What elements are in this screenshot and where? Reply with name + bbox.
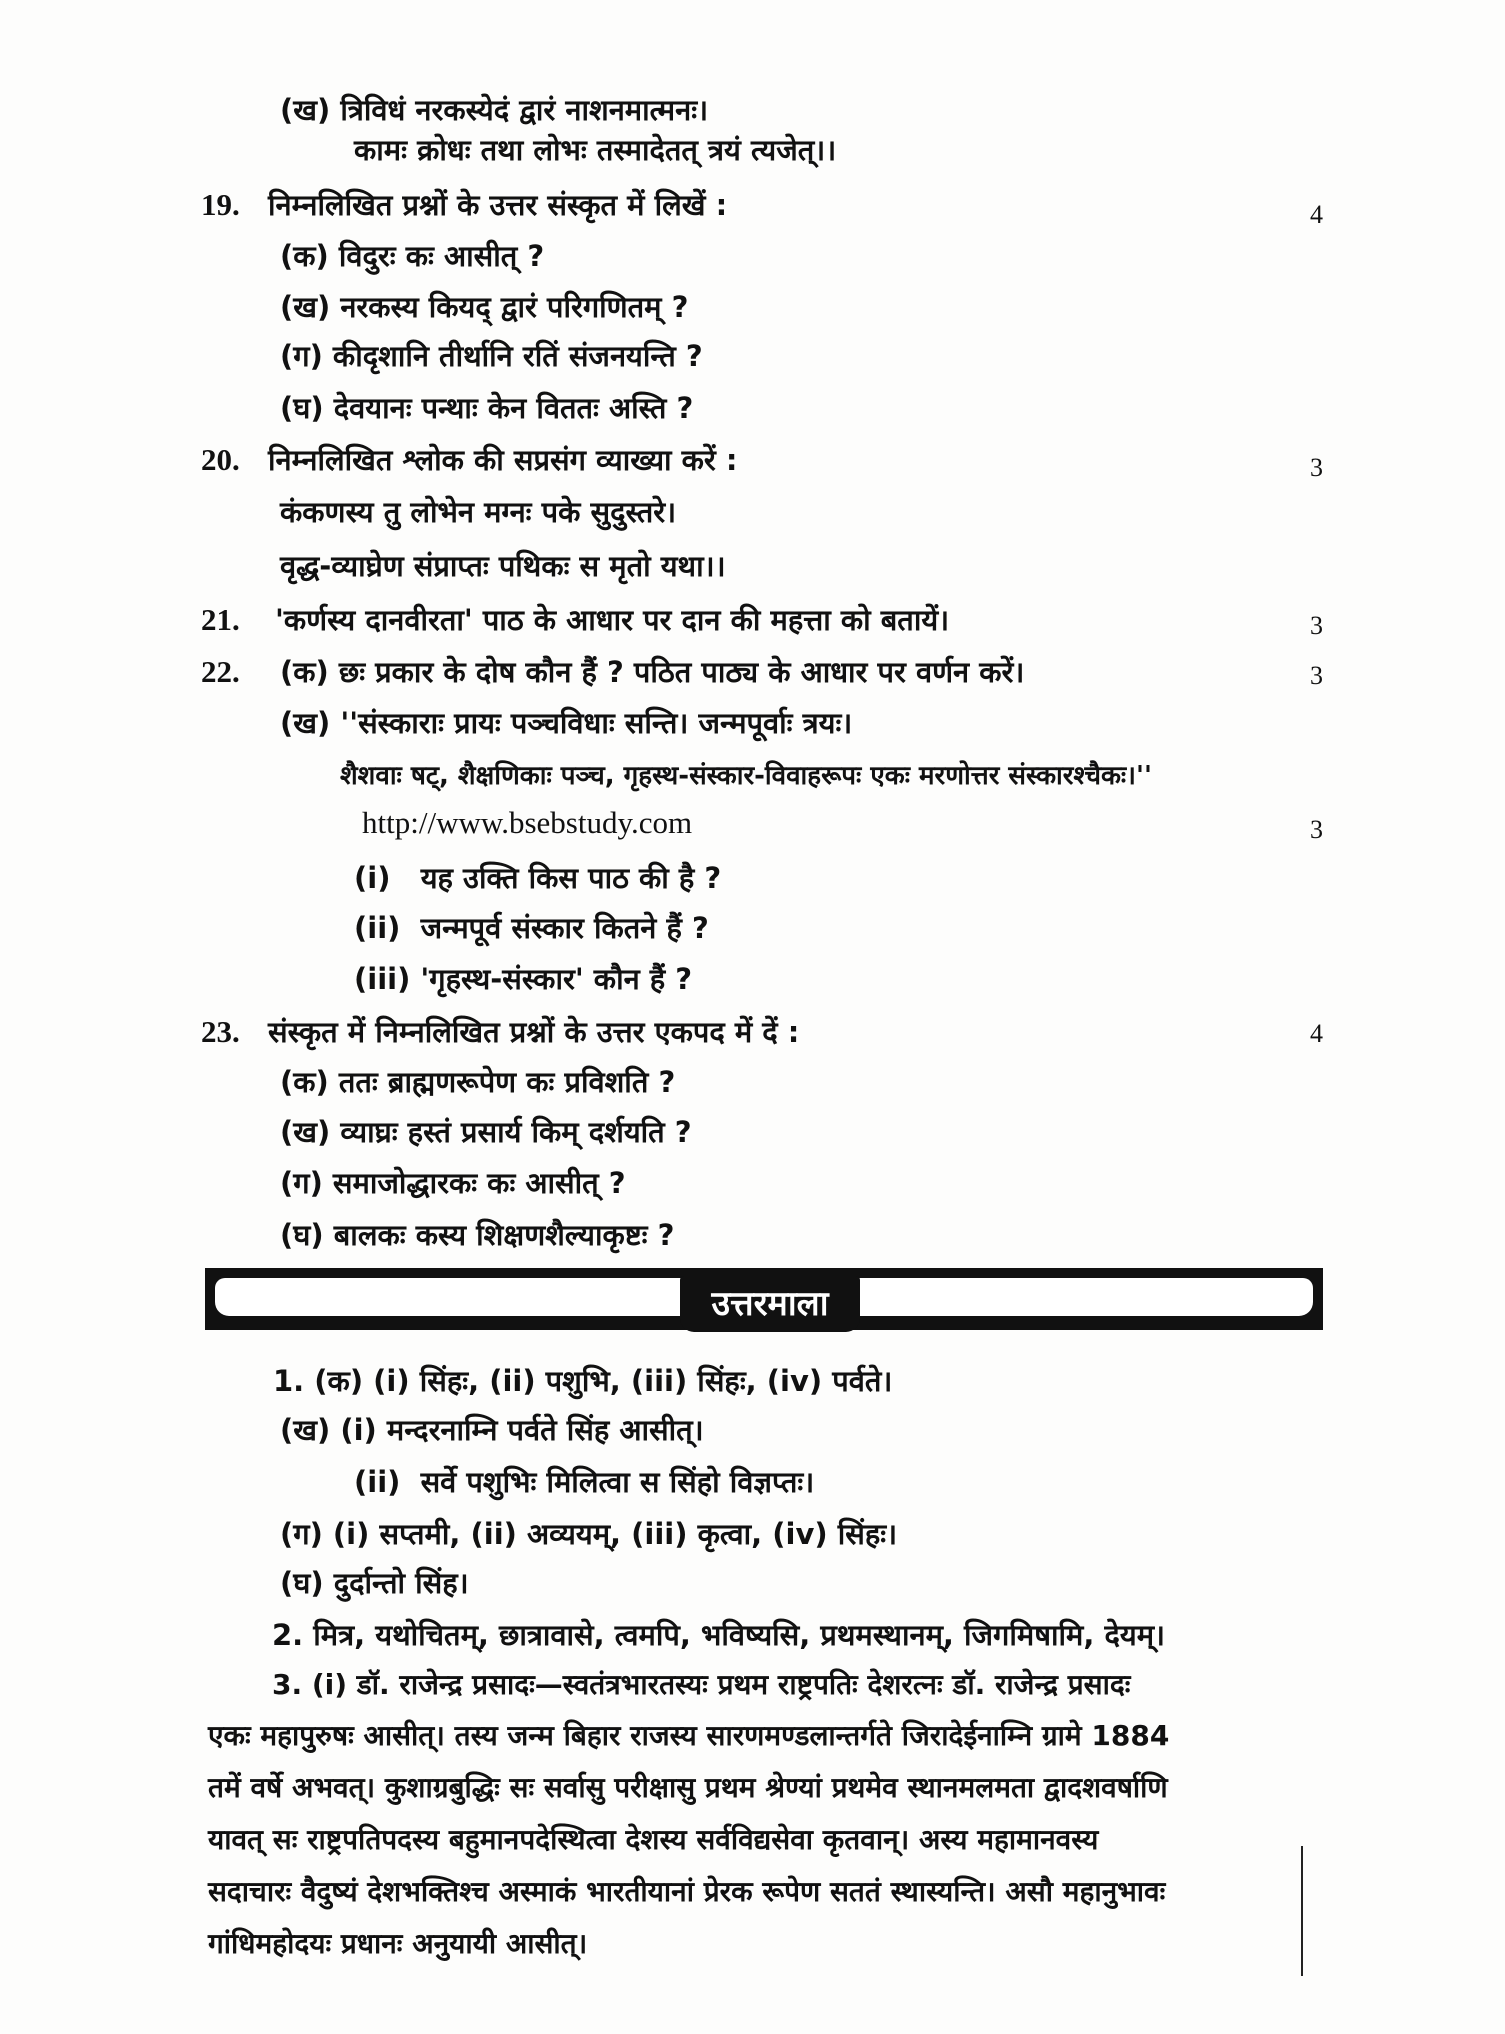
q18-kha-line1: (ख) त्रिविधं नरकस्येदं द्वारं नाशनमात्मनः।	[280, 93, 709, 127]
q19-ga: (ग) कीदृशानि तीर्थानि रतिं संजनयन्ति ?	[280, 339, 703, 373]
answer-1-ga: (ग) (i) सप्तमी, (ii) अव्ययम्, (iii) कृत्वा, (iv) सिंहः।	[280, 1517, 898, 1551]
answer-1-kha: (ख) (i) मन्दरनाम्नि पर्वते सिंह आसीत्।	[280, 1413, 704, 1447]
answer-3-line4: यावत् सः राष्ट्रपतिपदस्य बहुमानपदेस्थित्वा देशस्य सर्वविद्यसेवा कृतवान्। अस्य महामानवस्य	[208, 1823, 1099, 1856]
answer-2: 2. मित्र, यथोचितम्, छात्रावासे, त्वमपि, भविष्यसि, प्रथमस्थानम्, जिगमिषामि, देयम्।	[272, 1618, 1166, 1652]
q19-gha: (घ) देवयानः पन्थाः केन विततः अस्ति ?	[280, 391, 694, 425]
q21-text: 'कर्णस्य दानवीरता' पाठ के आधार पर दान की महत्ता को बतायें।	[275, 603, 950, 637]
q18-kha-line2: कामः क्रोधः तथा लोभः तस्मादेतत् त्रयं त्यजेत्।।	[354, 133, 837, 167]
q20-number: 20.	[201, 442, 240, 477]
answer-1-ka: 1. (क) (i) सिंहः, (ii) पशुभि, (iii) सिंहः, (iv) पर्वते।	[273, 1364, 893, 1398]
answer-3-line6: गांधिमहोदयः प्रधानः अनुयायी आसीत्।	[208, 1927, 588, 1960]
q19-text: निम्नलिखित प्रश्नों के उत्तर संस्कृत में लिखें :	[268, 188, 728, 222]
q20-shloka-line1: कंकणस्य तु लोभेन मग्नः पके सुदुस्तरे।	[280, 495, 677, 529]
answer-3-line3: तमें वर्षे अभवत्। कुशाग्रबुद्धिः सः सर्वासु परीक्षासु प्रथम श्रेण्यां प्रथमेव स्थानमलमता द्वादशवर्षाणि	[208, 1771, 1168, 1804]
q19-number: 19.	[201, 187, 240, 222]
answer-1-kha-ii: (ii) सर्वे पशुभिः मिलित्वा स सिंहो विज्ञप्तः।	[354, 1465, 815, 1499]
q20-marks: 3	[1310, 453, 1323, 482]
q22-ka: (क) छः प्रकार के दोष कौन हैं ? पठित पाठ्य के आधार पर वर्णन करें।	[280, 655, 1025, 689]
q23-kha: (ख) व्याघ्रः हस्तं प्रसार्य किम् दर्शयति ?	[280, 1115, 692, 1149]
q20-text: निम्नलिखित श्लोक की सप्रसंग व्याख्या करें :	[268, 443, 738, 477]
q22-sub-i: (i) यह उक्ति किस पाठ की है ?	[354, 861, 722, 895]
q21-number: 21.	[201, 602, 240, 637]
answer-section-title: उत्तरमाला	[680, 1276, 860, 1332]
q23-number: 23.	[201, 1014, 240, 1049]
q23-marks: 4	[1310, 1019, 1323, 1048]
q22-number: 22.	[201, 654, 240, 689]
q19-ka: (क) विदुरः कः आसीत् ?	[280, 239, 545, 273]
watermark-url: http://www.bsebstudy.com	[362, 805, 693, 840]
q22-kha-marks: 3	[1310, 815, 1323, 844]
q22-ka-marks: 3	[1310, 661, 1323, 690]
answer-3-line5: सदाचारः वैदुष्यं देशभक्तिश्च अस्माकं भारतीयानां प्रेरक रूपेण सततं स्थास्यन्ति। असौ महानुभावः	[208, 1875, 1166, 1908]
q23-gha: (घ) बालकः कस्य शिक्षणशैल्याकृष्टः ?	[280, 1218, 675, 1252]
answer-3-line1: 3. (i) डॉ. राजेन्द्र प्रसादः—स्वतंत्रभारतस्यः प्रथम राष्ट्रपतिः देशरत्नः डॉ. राजेन्द्र प्रसादः	[272, 1668, 1131, 1701]
q21-marks: 3	[1310, 611, 1323, 640]
answer-1-gha: (घ) दुर्दान्तो सिंह।	[280, 1566, 469, 1600]
q19-marks: 4	[1310, 200, 1323, 229]
page-edge-line	[1301, 1846, 1303, 1976]
q22-sub-iii: (iii) 'गृहस्थ-संस्कार' कौन हैं ?	[354, 962, 693, 996]
q22-kha-line1: (ख) ''संस्काराः प्रायः पञ्चविधाः सन्ति। जन्मपूर्वाः त्रयः।	[280, 706, 853, 740]
q23-ga: (ग) समाजोद्धारकः कः आसीत् ?	[280, 1166, 626, 1200]
q23-ka: (क) ततः ब्राह्मणरूपेण कः प्रविशति ?	[280, 1065, 676, 1099]
q20-shloka-line2: वृद्ध-व्याघ्रेण संप्राप्तः पथिकः स मृतो यथा।।	[280, 549, 726, 583]
q22-sub-ii: (ii) जन्मपूर्व संस्कार कितने हैं ?	[354, 911, 709, 945]
q23-text: संस्कृत में निम्नलिखित प्रश्नों के उत्तर एकपद में दें :	[268, 1015, 800, 1049]
q22-kha-line2: शैशवाः षट्, शैक्षणिकाः पञ्च, गृहस्थ-संस्कार-विवाहरूपः एकः मरणोत्तर संस्कारश्चैकः।''	[340, 761, 1152, 791]
q19-kha: (ख) नरकस्य कियद् द्वारं परिगणितम् ?	[280, 290, 689, 324]
answer-3-line2: एकः महापुरुषः आसीत्। तस्य जन्म बिहार राजस्य सारणमण्डलान्तर्गते जिरादेईनाम्नि ग्रामे 1884	[208, 1719, 1170, 1752]
